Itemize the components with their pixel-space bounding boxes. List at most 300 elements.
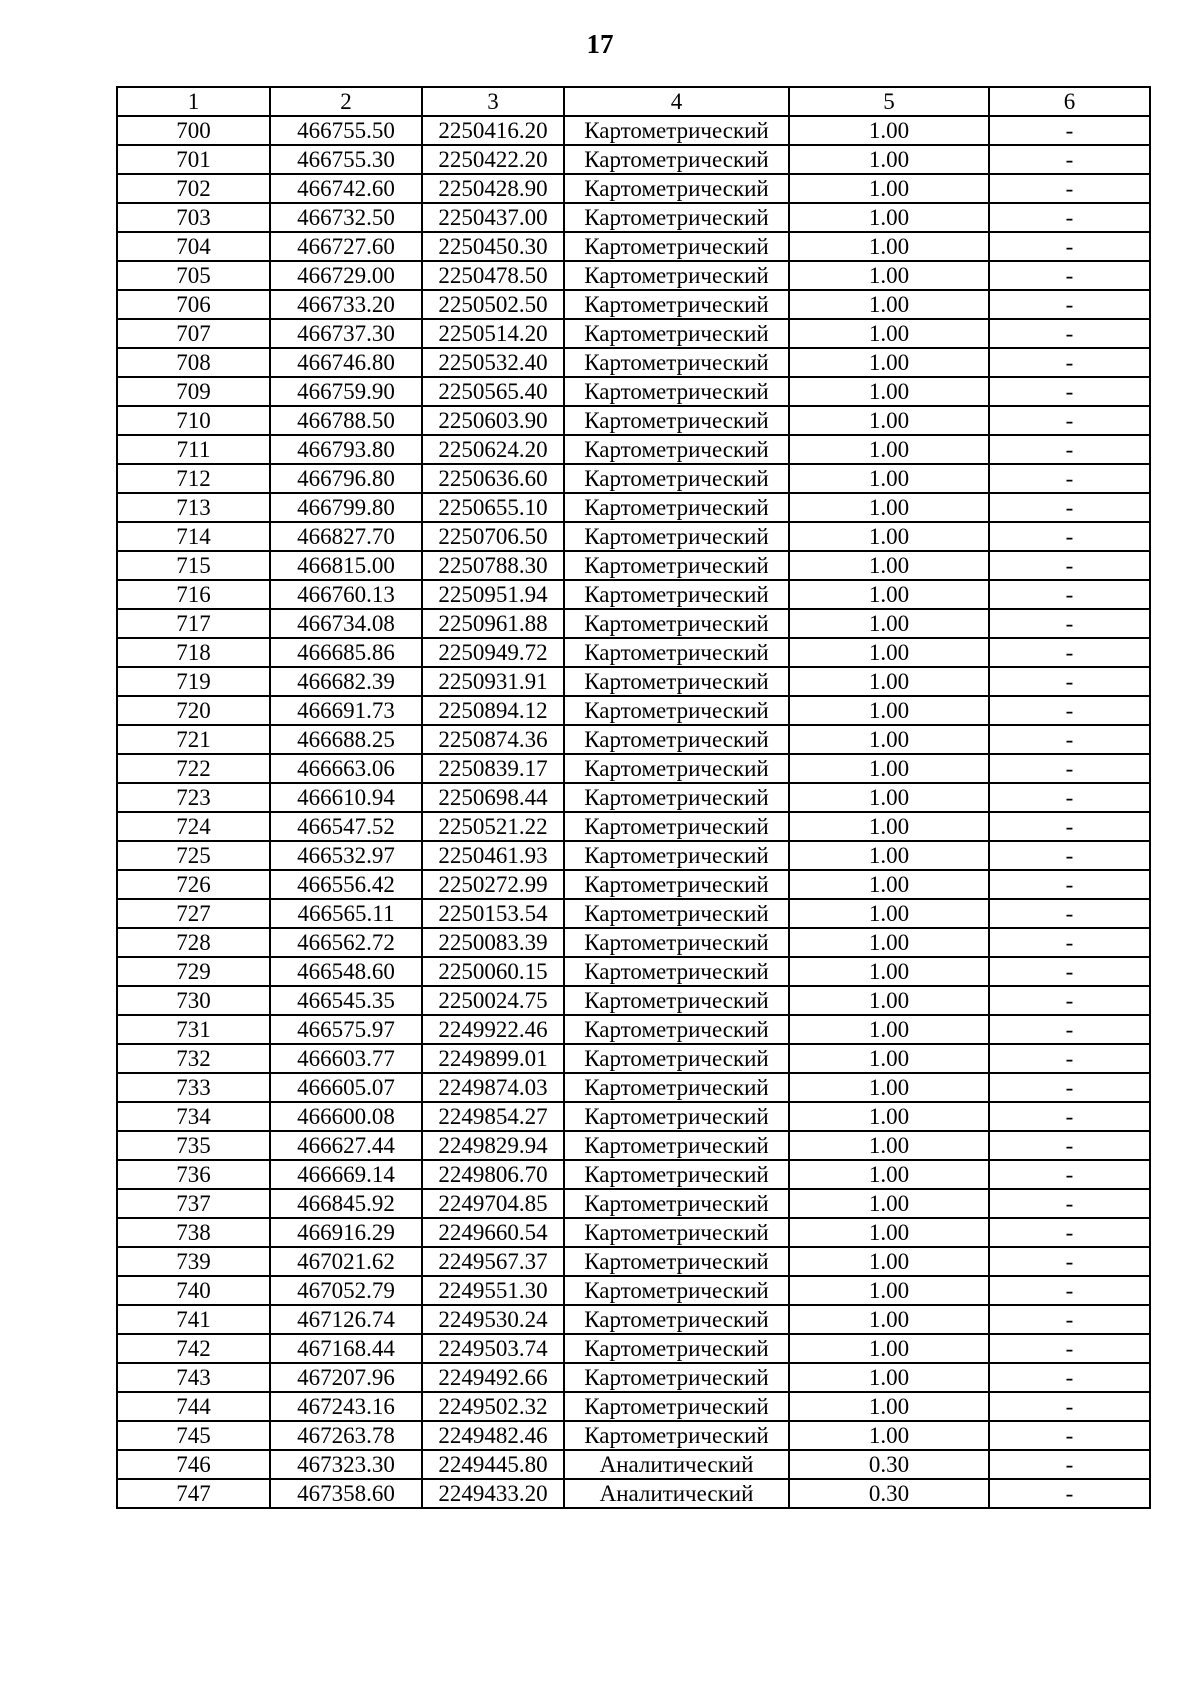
accuracy-cell: 1.00 (789, 609, 989, 638)
y-coordinate-cell: 2250514.20 (422, 319, 564, 348)
y-coordinate-cell: 2250788.30 (422, 551, 564, 580)
note-cell: - (989, 754, 1150, 783)
method-cell: Картометрический (564, 1073, 789, 1102)
table-row (117, 580, 1150, 609)
header-cell-3: 3 (422, 87, 564, 116)
x-coordinate-cell: 466734.08 (270, 609, 422, 638)
table-row (117, 290, 1150, 319)
table-row (117, 609, 1150, 638)
table-row (117, 841, 1150, 870)
note-cell: - (989, 1131, 1150, 1160)
table-row (117, 928, 1150, 957)
x-coordinate-cell: 466685.86 (270, 638, 422, 667)
method-cell: Картометрический (564, 1247, 789, 1276)
table-row (117, 1305, 1150, 1334)
point-number-cell: 737 (117, 1189, 270, 1218)
point-number-cell: 709 (117, 377, 270, 406)
table-row (117, 725, 1150, 754)
y-coordinate-cell: 2250839.17 (422, 754, 564, 783)
table-row (117, 1276, 1150, 1305)
y-coordinate-cell: 2250416.20 (422, 116, 564, 145)
point-number-cell: 701 (117, 145, 270, 174)
accuracy-cell: 1.00 (789, 1160, 989, 1189)
x-coordinate-cell: 466605.07 (270, 1073, 422, 1102)
y-coordinate-cell: 2250502.50 (422, 290, 564, 319)
x-coordinate-cell: 466663.06 (270, 754, 422, 783)
table-row (117, 812, 1150, 841)
accuracy-cell: 1.00 (789, 232, 989, 261)
accuracy-cell: 1.00 (789, 841, 989, 870)
method-cell: Картометрический (564, 1363, 789, 1392)
note-cell: - (989, 319, 1150, 348)
x-coordinate-cell: 466755.30 (270, 145, 422, 174)
x-coordinate-cell: 466562.72 (270, 928, 422, 957)
accuracy-cell: 1.00 (789, 1392, 989, 1421)
accuracy-cell: 1.00 (789, 1305, 989, 1334)
x-coordinate-cell: 467207.96 (270, 1363, 422, 1392)
accuracy-cell: 1.00 (789, 1073, 989, 1102)
x-coordinate-cell: 466575.97 (270, 1015, 422, 1044)
y-coordinate-cell: 2250428.90 (422, 174, 564, 203)
y-coordinate-cell: 2250894.12 (422, 696, 564, 725)
method-cell: Картометрический (564, 551, 789, 580)
accuracy-cell: 1.00 (789, 580, 989, 609)
y-coordinate-cell: 2249503.74 (422, 1334, 564, 1363)
note-cell: - (989, 551, 1150, 580)
x-coordinate-cell: 466603.77 (270, 1044, 422, 1073)
x-coordinate-cell: 466845.92 (270, 1189, 422, 1218)
note-cell: - (989, 638, 1150, 667)
point-number-cell: 738 (117, 1218, 270, 1247)
point-number-cell: 739 (117, 1247, 270, 1276)
accuracy-cell: 1.00 (789, 493, 989, 522)
method-cell: Картометрический (564, 406, 789, 435)
method-cell: Картометрический (564, 928, 789, 957)
table-row (117, 1334, 1150, 1363)
point-number-cell: 747 (117, 1479, 270, 1508)
x-coordinate-cell: 466796.80 (270, 464, 422, 493)
accuracy-cell: 1.00 (789, 377, 989, 406)
method-cell: Картометрический (564, 667, 789, 696)
table-row (117, 377, 1150, 406)
accuracy-cell: 1.00 (789, 551, 989, 580)
x-coordinate-cell: 466793.80 (270, 435, 422, 464)
note-cell: - (989, 725, 1150, 754)
point-number-cell: 729 (117, 957, 270, 986)
accuracy-cell: 1.00 (789, 783, 989, 812)
x-coordinate-cell: 466627.44 (270, 1131, 422, 1160)
method-cell: Картометрический (564, 1276, 789, 1305)
point-number-cell: 721 (117, 725, 270, 754)
method-cell: Картометрический (564, 232, 789, 261)
y-coordinate-cell: 2250706.50 (422, 522, 564, 551)
point-number-cell: 708 (117, 348, 270, 377)
x-coordinate-cell: 466669.14 (270, 1160, 422, 1189)
table-row (117, 638, 1150, 667)
y-coordinate-cell: 2250024.75 (422, 986, 564, 1015)
table-row (117, 522, 1150, 551)
note-cell: - (989, 174, 1150, 203)
header-cell-4: 4 (564, 87, 789, 116)
accuracy-cell: 1.00 (789, 522, 989, 551)
point-number-cell: 745 (117, 1421, 270, 1450)
accuracy-cell: 1.00 (789, 319, 989, 348)
table-row (117, 464, 1150, 493)
point-number-cell: 734 (117, 1102, 270, 1131)
method-cell: Аналитический (564, 1450, 789, 1479)
note-cell: - (989, 841, 1150, 870)
x-coordinate-cell: 467263.78 (270, 1421, 422, 1450)
y-coordinate-cell: 2249482.46 (422, 1421, 564, 1450)
accuracy-cell: 1.00 (789, 435, 989, 464)
point-number-cell: 726 (117, 870, 270, 899)
accuracy-cell: 1.00 (789, 1218, 989, 1247)
point-number-cell: 714 (117, 522, 270, 551)
table-row (117, 899, 1150, 928)
accuracy-cell: 1.00 (789, 116, 989, 145)
method-cell: Картометрический (564, 464, 789, 493)
point-number-cell: 733 (117, 1073, 270, 1102)
method-cell: Картометрический (564, 1392, 789, 1421)
y-coordinate-cell: 2250422.20 (422, 145, 564, 174)
x-coordinate-cell: 466746.80 (270, 348, 422, 377)
y-coordinate-cell: 2250603.90 (422, 406, 564, 435)
method-cell: Картометрический (564, 986, 789, 1015)
x-coordinate-cell: 466548.60 (270, 957, 422, 986)
x-coordinate-cell: 467126.74 (270, 1305, 422, 1334)
table-row (117, 1218, 1150, 1247)
accuracy-cell: 1.00 (789, 290, 989, 319)
accuracy-cell: 1.00 (789, 203, 989, 232)
point-number-cell: 720 (117, 696, 270, 725)
note-cell: - (989, 464, 1150, 493)
note-cell: - (989, 928, 1150, 957)
method-cell: Картометрический (564, 696, 789, 725)
note-cell: - (989, 1044, 1150, 1073)
note-cell: - (989, 203, 1150, 232)
method-cell: Картометрический (564, 957, 789, 986)
point-number-cell: 723 (117, 783, 270, 812)
method-cell: Картометрический (564, 1421, 789, 1450)
x-coordinate-cell: 466760.13 (270, 580, 422, 609)
point-number-cell: 731 (117, 1015, 270, 1044)
note-cell: - (989, 261, 1150, 290)
accuracy-cell: 1.00 (789, 464, 989, 493)
accuracy-cell: 0.30 (789, 1479, 989, 1508)
y-coordinate-cell: 2250655.10 (422, 493, 564, 522)
y-coordinate-cell: 2249445.80 (422, 1450, 564, 1479)
point-number-cell: 728 (117, 928, 270, 957)
y-coordinate-cell: 2250450.30 (422, 232, 564, 261)
point-number-cell: 717 (117, 609, 270, 638)
accuracy-cell: 0.30 (789, 1450, 989, 1479)
y-coordinate-cell: 2250532.40 (422, 348, 564, 377)
accuracy-cell: 1.00 (789, 1247, 989, 1276)
y-coordinate-cell: 2250083.39 (422, 928, 564, 957)
coordinates-table (116, 86, 1151, 1509)
point-number-cell: 716 (117, 580, 270, 609)
table-row (117, 1392, 1150, 1421)
x-coordinate-cell: 467168.44 (270, 1334, 422, 1363)
header-cell-6: 6 (989, 87, 1150, 116)
accuracy-cell: 1.00 (789, 1044, 989, 1073)
note-cell: - (989, 1421, 1150, 1450)
accuracy-cell: 1.00 (789, 899, 989, 928)
method-cell: Картометрический (564, 116, 789, 145)
note-cell: - (989, 957, 1150, 986)
method-cell: Картометрический (564, 783, 789, 812)
note-cell: - (989, 1305, 1150, 1334)
accuracy-cell: 1.00 (789, 261, 989, 290)
table-row (117, 145, 1150, 174)
note-cell: - (989, 580, 1150, 609)
method-cell: Картометрический (564, 174, 789, 203)
y-coordinate-cell: 2250060.15 (422, 957, 564, 986)
point-number-cell: 724 (117, 812, 270, 841)
y-coordinate-cell: 2250461.93 (422, 841, 564, 870)
y-coordinate-cell: 2249874.03 (422, 1073, 564, 1102)
note-cell: - (989, 493, 1150, 522)
x-coordinate-cell: 467323.30 (270, 1450, 422, 1479)
y-coordinate-cell: 2249492.66 (422, 1363, 564, 1392)
method-cell: Картометрический (564, 1305, 789, 1334)
y-coordinate-cell: 2250521.22 (422, 812, 564, 841)
method-cell: Картометрический (564, 493, 789, 522)
point-number-cell: 725 (117, 841, 270, 870)
table-row (117, 174, 1150, 203)
point-number-cell: 710 (117, 406, 270, 435)
x-coordinate-cell: 466799.80 (270, 493, 422, 522)
point-number-cell: 732 (117, 1044, 270, 1073)
x-coordinate-cell: 467021.62 (270, 1247, 422, 1276)
point-number-cell: 700 (117, 116, 270, 145)
point-number-cell: 744 (117, 1392, 270, 1421)
note-cell: - (989, 986, 1150, 1015)
y-coordinate-cell: 2249551.30 (422, 1276, 564, 1305)
y-coordinate-cell: 2249922.46 (422, 1015, 564, 1044)
note-cell: - (989, 232, 1150, 261)
method-cell: Картометрический (564, 1131, 789, 1160)
note-cell: - (989, 348, 1150, 377)
accuracy-cell: 1.00 (789, 667, 989, 696)
point-number-cell: 718 (117, 638, 270, 667)
point-number-cell: 707 (117, 319, 270, 348)
point-number-cell: 704 (117, 232, 270, 261)
y-coordinate-cell: 2250478.50 (422, 261, 564, 290)
note-cell: - (989, 1392, 1150, 1421)
table-row (117, 1044, 1150, 1073)
note-cell: - (989, 1218, 1150, 1247)
table-body (117, 116, 1150, 1508)
x-coordinate-cell: 466755.50 (270, 116, 422, 145)
method-cell: Картометрический (564, 1015, 789, 1044)
point-number-cell: 741 (117, 1305, 270, 1334)
point-number-cell: 735 (117, 1131, 270, 1160)
table-row (117, 348, 1150, 377)
note-cell: - (989, 783, 1150, 812)
method-cell: Картометрический (564, 609, 789, 638)
x-coordinate-cell: 466733.20 (270, 290, 422, 319)
method-cell: Картометрический (564, 203, 789, 232)
x-coordinate-cell: 466545.35 (270, 986, 422, 1015)
method-cell: Картометрический (564, 290, 789, 319)
x-coordinate-cell: 466610.94 (270, 783, 422, 812)
table-row (117, 435, 1150, 464)
y-coordinate-cell: 2249567.37 (422, 1247, 564, 1276)
note-cell: - (989, 1450, 1150, 1479)
accuracy-cell: 1.00 (789, 145, 989, 174)
note-cell: - (989, 609, 1150, 638)
method-cell: Картометрический (564, 377, 789, 406)
table-row (117, 1479, 1150, 1508)
note-cell: - (989, 899, 1150, 928)
method-cell: Картометрический (564, 319, 789, 348)
y-coordinate-cell: 2250636.60 (422, 464, 564, 493)
x-coordinate-cell: 466547.52 (270, 812, 422, 841)
x-coordinate-cell: 467243.16 (270, 1392, 422, 1421)
y-coordinate-cell: 2249433.20 (422, 1479, 564, 1508)
point-number-cell: 712 (117, 464, 270, 493)
note-cell: - (989, 522, 1150, 551)
y-coordinate-cell: 2249899.01 (422, 1044, 564, 1073)
x-coordinate-cell: 466815.00 (270, 551, 422, 580)
method-cell: Картометрический (564, 638, 789, 667)
x-coordinate-cell: 466682.39 (270, 667, 422, 696)
y-coordinate-cell: 2249530.24 (422, 1305, 564, 1334)
method-cell: Картометрический (564, 870, 789, 899)
x-coordinate-cell: 466565.11 (270, 899, 422, 928)
x-coordinate-cell: 466556.42 (270, 870, 422, 899)
table-row (117, 870, 1150, 899)
accuracy-cell: 1.00 (789, 1189, 989, 1218)
table-row (117, 551, 1150, 580)
x-coordinate-cell: 466916.29 (270, 1218, 422, 1247)
table-row (117, 319, 1150, 348)
table-row (117, 1247, 1150, 1276)
point-number-cell: 740 (117, 1276, 270, 1305)
point-number-cell: 703 (117, 203, 270, 232)
table-header-row (117, 87, 1150, 116)
y-coordinate-cell: 2249660.54 (422, 1218, 564, 1247)
point-number-cell: 746 (117, 1450, 270, 1479)
accuracy-cell: 1.00 (789, 638, 989, 667)
y-coordinate-cell: 2250931.91 (422, 667, 564, 696)
x-coordinate-cell: 467052.79 (270, 1276, 422, 1305)
page-number: 17 (586, 29, 614, 59)
point-number-cell: 743 (117, 1363, 270, 1392)
accuracy-cell: 1.00 (789, 1131, 989, 1160)
note-cell: - (989, 1160, 1150, 1189)
note-cell: - (989, 1189, 1150, 1218)
accuracy-cell: 1.00 (789, 1334, 989, 1363)
y-coordinate-cell: 2249502.32 (422, 1392, 564, 1421)
method-cell: Картометрический (564, 522, 789, 551)
y-coordinate-cell: 2250624.20 (422, 435, 564, 464)
method-cell: Картометрический (564, 754, 789, 783)
accuracy-cell: 1.00 (789, 348, 989, 377)
method-cell: Картометрический (564, 812, 789, 841)
point-number-cell: 715 (117, 551, 270, 580)
header-cell-2: 2 (270, 87, 422, 116)
x-coordinate-cell: 466788.50 (270, 406, 422, 435)
point-number-cell: 711 (117, 435, 270, 464)
accuracy-cell: 1.00 (789, 725, 989, 754)
method-cell: Картометрический (564, 1160, 789, 1189)
table-row (117, 1073, 1150, 1102)
note-cell: - (989, 812, 1150, 841)
point-number-cell: 719 (117, 667, 270, 696)
y-coordinate-cell: 2249829.94 (422, 1131, 564, 1160)
accuracy-cell: 1.00 (789, 754, 989, 783)
note-cell: - (989, 145, 1150, 174)
table-row (117, 1160, 1150, 1189)
accuracy-cell: 1.00 (789, 174, 989, 203)
method-cell: Картометрический (564, 1334, 789, 1363)
accuracy-cell: 1.00 (789, 870, 989, 899)
point-number-cell: 727 (117, 899, 270, 928)
x-coordinate-cell: 466737.30 (270, 319, 422, 348)
accuracy-cell: 1.00 (789, 812, 989, 841)
method-cell: Картометрический (564, 899, 789, 928)
method-cell: Картометрический (564, 1218, 789, 1247)
y-coordinate-cell: 2250153.54 (422, 899, 564, 928)
method-cell: Картометрический (564, 725, 789, 754)
accuracy-cell: 1.00 (789, 696, 989, 725)
x-coordinate-cell: 466759.90 (270, 377, 422, 406)
note-cell: - (989, 435, 1150, 464)
x-coordinate-cell: 466732.50 (270, 203, 422, 232)
note-cell: - (989, 116, 1150, 145)
table-row (117, 261, 1150, 290)
accuracy-cell: 1.00 (789, 986, 989, 1015)
point-number-cell: 736 (117, 1160, 270, 1189)
note-cell: - (989, 696, 1150, 725)
accuracy-cell: 1.00 (789, 1102, 989, 1131)
point-number-cell: 705 (117, 261, 270, 290)
method-cell: Картометрический (564, 145, 789, 174)
method-cell: Картометрический (564, 580, 789, 609)
method-cell: Картометрический (564, 841, 789, 870)
note-cell: - (989, 290, 1150, 319)
point-number-cell: 702 (117, 174, 270, 203)
x-coordinate-cell: 466688.25 (270, 725, 422, 754)
note-cell: - (989, 1247, 1150, 1276)
x-coordinate-cell: 466742.60 (270, 174, 422, 203)
note-cell: - (989, 377, 1150, 406)
table-row (117, 1189, 1150, 1218)
accuracy-cell: 1.00 (789, 1363, 989, 1392)
point-number-cell: 722 (117, 754, 270, 783)
x-coordinate-cell: 467358.60 (270, 1479, 422, 1508)
y-coordinate-cell: 2250951.94 (422, 580, 564, 609)
table-row (117, 1131, 1150, 1160)
table-row (117, 232, 1150, 261)
table-row (117, 957, 1150, 986)
accuracy-cell: 1.00 (789, 1421, 989, 1450)
point-number-cell: 713 (117, 493, 270, 522)
table-row (117, 1363, 1150, 1392)
y-coordinate-cell: 2249806.70 (422, 1160, 564, 1189)
table-row (117, 1421, 1150, 1450)
table-row (117, 1450, 1150, 1479)
y-coordinate-cell: 2249704.85 (422, 1189, 564, 1218)
method-cell: Аналитический (564, 1479, 789, 1508)
note-cell: - (989, 1363, 1150, 1392)
accuracy-cell: 1.00 (789, 406, 989, 435)
note-cell: - (989, 667, 1150, 696)
method-cell: Картометрический (564, 1044, 789, 1073)
y-coordinate-cell: 2249854.27 (422, 1102, 564, 1131)
